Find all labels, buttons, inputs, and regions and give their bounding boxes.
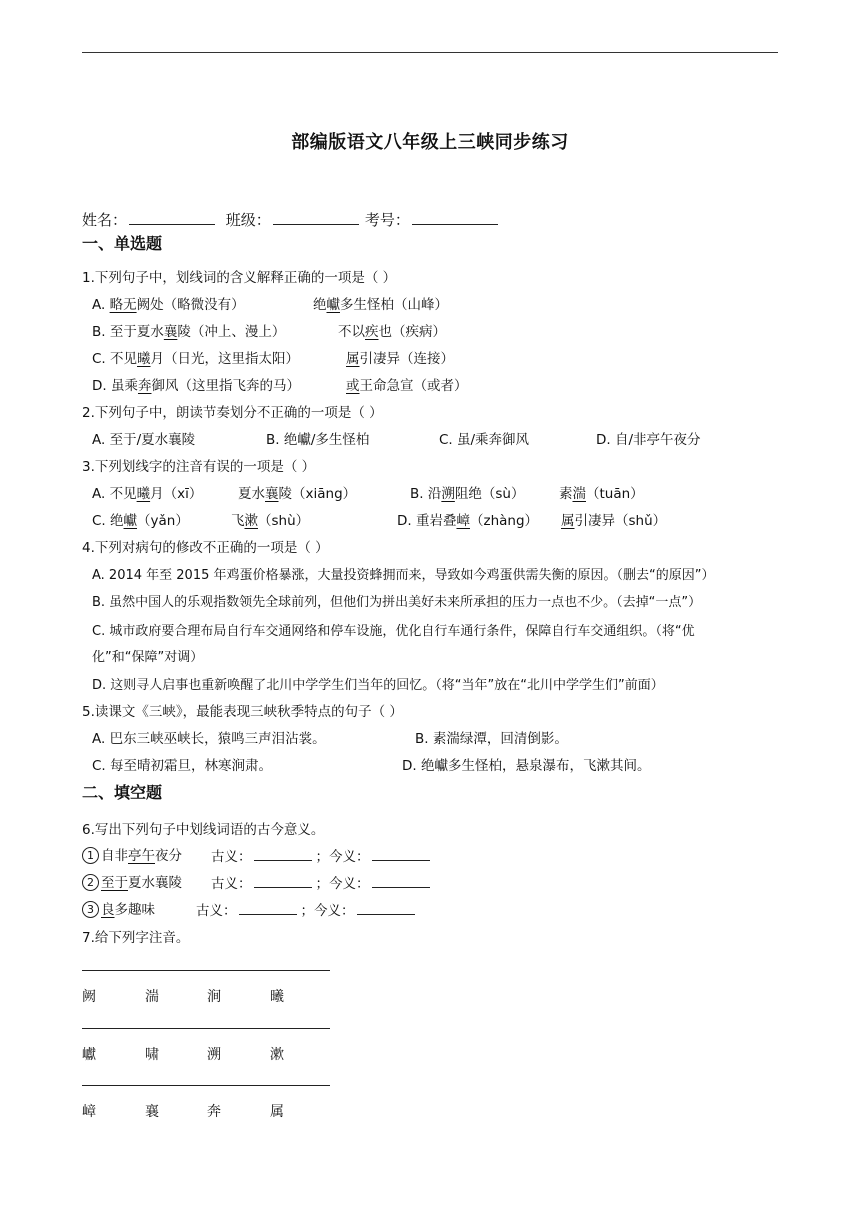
q6-item-1: 1 自非亭午夜分 bbox=[82, 846, 182, 866]
q3-option-d: D. 重岩叠嶂（zhàng） bbox=[397, 513, 539, 529]
number-label: 考号： bbox=[364, 211, 410, 229]
modern-meaning-blank-3[interactable] bbox=[357, 900, 415, 915]
name-blank[interactable] bbox=[129, 210, 215, 225]
q3-option-b: B. 沿溯阻绝（sù） bbox=[410, 486, 525, 502]
pinyin-char: 巘 bbox=[82, 1047, 96, 1063]
q3-option-c-second: 飞漱（shù） bbox=[231, 513, 310, 529]
pinyin-char: 湍 bbox=[145, 989, 159, 1005]
q6-item-3-meanings: 古义： ；今义： bbox=[196, 900, 419, 921]
q2-option-d: D. 自/非亭午夜分 bbox=[596, 432, 701, 448]
q4-option-c-cont: 化”和“保障”对调） bbox=[92, 650, 204, 665]
q4-option-d: D. 这则寻人启事也重新唤醒了北川中学学生们当年的回忆。（将“当年”放在“北川中学学生们”前面） bbox=[92, 678, 664, 693]
q1-option-d: D. 虽乘奔御风（这里指飞奔的马） bbox=[92, 378, 300, 394]
q3-option-d-second: 属引凄异（shǔ） bbox=[561, 513, 667, 529]
header-rule bbox=[82, 52, 778, 53]
q3-stem: 3.下列划线字的注音有误的一项是（ ） bbox=[82, 459, 316, 475]
pinyin-answer-line-3[interactable] bbox=[82, 1085, 330, 1086]
ancient-meaning-blank-1[interactable] bbox=[254, 846, 312, 861]
ancient-meaning-blank-2[interactable] bbox=[254, 873, 312, 888]
section-heading-fill-blank: 二、填空题 bbox=[82, 783, 163, 802]
pinyin-char: 阙 bbox=[82, 989, 96, 1005]
q1-option-a: A. 略无阙处（略微没有） bbox=[92, 297, 245, 313]
modern-meaning-blank-2[interactable] bbox=[372, 873, 430, 888]
q1-option-b-second: 不以疾也（疾病） bbox=[338, 324, 446, 340]
pinyin-char: 嶂 bbox=[82, 1104, 96, 1120]
q3-option-a-second: 夏水襄陵（xiāng） bbox=[238, 486, 357, 502]
q3-option-b-second: 素湍（tuān） bbox=[559, 486, 644, 502]
q6-item-3: 3 良多趣味 bbox=[82, 900, 155, 920]
q2-stem: 2.下列句子中，朗读节奏划分不正确的一项是（ ） bbox=[82, 405, 383, 421]
q6-item-1-meanings: 古义： ；今义： bbox=[211, 846, 434, 867]
q1-option-c: C. 不见曦月（日光，这里指太阳） bbox=[92, 351, 300, 367]
q4-stem: 4.下列对病句的修改不正确的一项是（ ） bbox=[82, 540, 329, 556]
q5-option-d: D. 绝巘多生怪柏，悬泉瀑布，飞漱其间。 bbox=[402, 758, 651, 774]
q5-stem: 5.读课文《三峡》，最能表现三峡秋季特点的句子（ ） bbox=[82, 704, 403, 720]
name-label: 姓名： bbox=[82, 211, 128, 229]
q3-option-a: A. 不见曦月（xī） bbox=[92, 486, 203, 502]
q4-option-c: C. 城市政府要合理布局自行车交通网络和停车设施，优化自行车通行条件，保障自行车交通组织。（将“优 bbox=[92, 624, 695, 639]
page-title: 部编版语文八年级上三峡同步练习 bbox=[291, 132, 569, 153]
section-heading-single-choice: 一、单选题 bbox=[82, 234, 163, 253]
q4-option-b: B. 虽然中国人的乐观指数领先全球前列，但他们为拼出美好未来所承担的压力一点也不少。（去掉“一点”） bbox=[92, 595, 702, 610]
q3-option-c: C. 绝巘（yǎn） bbox=[92, 513, 189, 529]
class-blank[interactable] bbox=[273, 210, 359, 225]
number-blank[interactable] bbox=[412, 210, 498, 225]
pinyin-char: 涧 bbox=[207, 989, 221, 1005]
pinyin-char: 奔 bbox=[207, 1104, 221, 1120]
modern-meaning-blank-1[interactable] bbox=[372, 846, 430, 861]
pinyin-char: 襄 bbox=[145, 1104, 159, 1120]
q1-stem: 1.下列句子中，划线词的含义解释正确的一项是（ ） bbox=[82, 270, 397, 286]
q6-item-2-meanings: 古义： ；今义： bbox=[211, 873, 434, 894]
q2-option-b: B. 绝巘/多生怪柏 bbox=[266, 432, 370, 448]
pinyin-char: 溯 bbox=[207, 1047, 221, 1063]
pinyin-char: 漱 bbox=[270, 1047, 284, 1063]
student-info-row bbox=[82, 210, 504, 230]
q5-option-a: A. 巴东三峡巫峡长，猿鸣三声泪沾裳。 bbox=[92, 731, 326, 747]
q5-option-c: C. 每至晴初霜旦，林寒涧肃。 bbox=[92, 758, 273, 774]
q2-option-a: A. 至于/夏水襄陵 bbox=[92, 432, 196, 448]
class-label: 班级： bbox=[225, 211, 271, 229]
pinyin-char: 属 bbox=[270, 1104, 284, 1120]
q6-item-2: 2 至于夏水襄陵 bbox=[82, 873, 182, 893]
q4-option-a: A. 2014 年至 2015 年鸡蛋价格暴涨，大量投资蜂拥而来，导致如今鸡蛋供需失衡的原因。（删去“的原因”） bbox=[92, 568, 715, 583]
q2-option-c: C. 虽/乘奔御风 bbox=[439, 432, 530, 448]
q6-stem: 6.写出下列句子中划线词语的古今意义。 bbox=[82, 822, 325, 838]
pinyin-char: 啸 bbox=[145, 1047, 159, 1063]
q1-option-c-second: 属引凄异（连接） bbox=[346, 351, 454, 367]
pinyin-answer-line-2[interactable] bbox=[82, 1028, 330, 1029]
q1-option-d-second: 或王命急宣（或者） bbox=[346, 378, 468, 394]
q1-option-a-second: 绝巘多生怪柏（山峰） bbox=[313, 297, 448, 313]
q1-option-b: B. 至于夏水襄陵（冲上、漫上） bbox=[92, 324, 286, 340]
q5-option-b: B. 素湍绿潭，回清倒影。 bbox=[415, 731, 568, 747]
pinyin-answer-line-1[interactable] bbox=[82, 970, 330, 971]
ancient-meaning-blank-3[interactable] bbox=[239, 900, 297, 915]
q7-stem: 7.给下列字注音。 bbox=[82, 930, 190, 946]
pinyin-char: 曦 bbox=[270, 989, 284, 1005]
